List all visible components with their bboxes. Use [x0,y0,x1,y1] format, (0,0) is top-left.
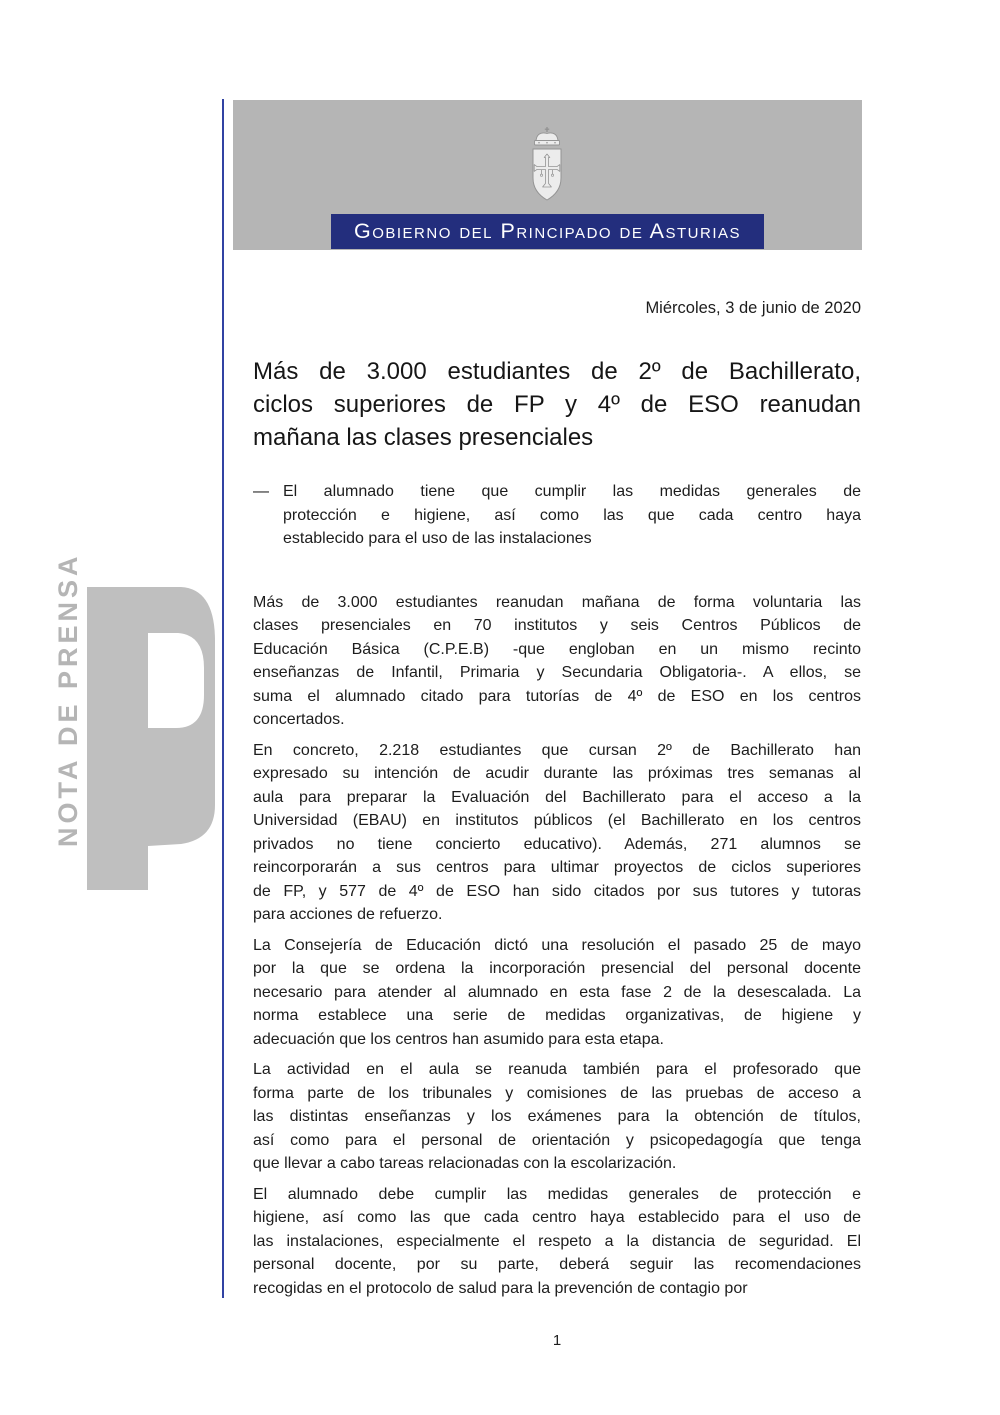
summary-bullet-text [283,480,861,551]
text-line: las distintas enseñanzas y los exámenes para la obtención de títulos, [253,1108,861,1125]
vertical-divider-line [222,99,224,1298]
body-paragraph [253,591,861,732]
document-date: Miércoles, 3 de junio de 2020 [645,299,861,317]
text-line: por la que se ordena la incorporación presencial del personal docente [253,960,861,977]
body-paragraph [253,1183,861,1301]
text-line: Educación Básica (C.P.E.B) -que engloban en un mismo recinto [253,640,861,658]
text-line: personal docente, por su parte, deberá seguir las recomendaciones [253,1256,861,1273]
text-line: privados no tiene concierto educativo). Además, 271 alumnos se [253,835,861,853]
text-line: forma parte de los tribunales y comisiones de las pruebas de acceso a [253,1084,861,1102]
text-line: aula para preparar la Evaluación del Bachillerato para el acceso a la [253,788,861,806]
body-paragraph [253,1058,861,1176]
text-line: protección e higiene, así como las que cada centro haya [283,506,861,524]
text-line: adecuación que los centros han asumido para esta etapa. [253,1030,664,1048]
text-line: necesario para atender al alumnado en esta fase 2 de la desescalada. La [253,983,861,1001]
text-line: que llevar a cabo tareas relacionadas con la escolarización. [253,1155,677,1172]
text-line: norma establece una serie de medidas organizativas, de higiene y [253,1007,861,1024]
text-line: expresado su intención de acudir durante las próximas tres semanas al [253,765,861,782]
text-line: concertados. [253,711,345,728]
text-line: de FP, y 577 de 4º de ESO han sido citados por sus tutores y tutoras [253,882,861,900]
text-line: higiene, así como las que cada centro haya establecido para el uso de [253,1209,861,1226]
text-line: para acciones de refuerzo. [253,906,443,923]
text-line: La actividad en el aula se reanuda también para el profesorado que [253,1061,861,1078]
text-line: Más de 3.000 estudiantes de 2º de Bachillerato, [253,358,861,385]
text-line: La Consejería de Educación dictó una resolución el pasado 25 de mayo [253,936,861,954]
nota-de-prensa-vertical-label: NOTA DE PRENSA [53,552,83,847]
text-line: Más de 3.000 estudiantes reanudan mañana de forma voluntaria las [253,593,861,611]
press-watermark-p-icon [85,583,217,895]
text-line: El alumnado tiene que cumplir las medidas generales de [283,483,861,500]
text-line: clases presenciales en 70 institutos y seis Centros Públicos de [253,617,861,634]
text-line: reincorporarán a sus centros para ultimar proyectos de ciclos superiores [253,859,861,876]
bullet-dash-marker: — [253,483,269,500]
text-line: mañana las clases presenciales [253,424,594,451]
government-banner-label: Gobierno del Principado de Asturias [353,219,742,243]
text-line: recogidas en el protocolo de salud para la prevención de contagio por [253,1279,748,1297]
text-line: Universidad (EBAU) en institutos públicos (el Bachillerato en los centros [253,812,861,829]
text-line: ciclos superiores de FP y 4º de ESO reanudan [253,391,861,418]
summary-bullet [253,480,861,551]
text-line: así como para el personal de orientación y psicopedagogía que tenga [253,1131,861,1149]
paragraphs-container [253,591,861,1301]
page-number: 1 [552,1332,562,1349]
text-line: establecido para el uso de las instalaciones [283,530,592,547]
body-paragraph [253,934,861,1052]
document-title [253,355,861,454]
body-paragraph [253,739,861,927]
document-body [253,0,861,1307]
text-line: El alumnado debe cumplir las medidas generales de protección e [253,1185,861,1203]
text-line: suma el alumnado citado para tutorías de 4º de ESO en los centros [253,687,861,705]
text-line: las instalaciones, especialmente el respeto a la distancia de seguridad. El [253,1232,861,1250]
text-line: enseñanzas de Infantil, Primaria y Secundaria Obligatoria-. A ellos, se [253,664,861,681]
text-line: En concreto, 2.218 estudiantes que cursan 2º de Bachillerato han [253,741,861,759]
